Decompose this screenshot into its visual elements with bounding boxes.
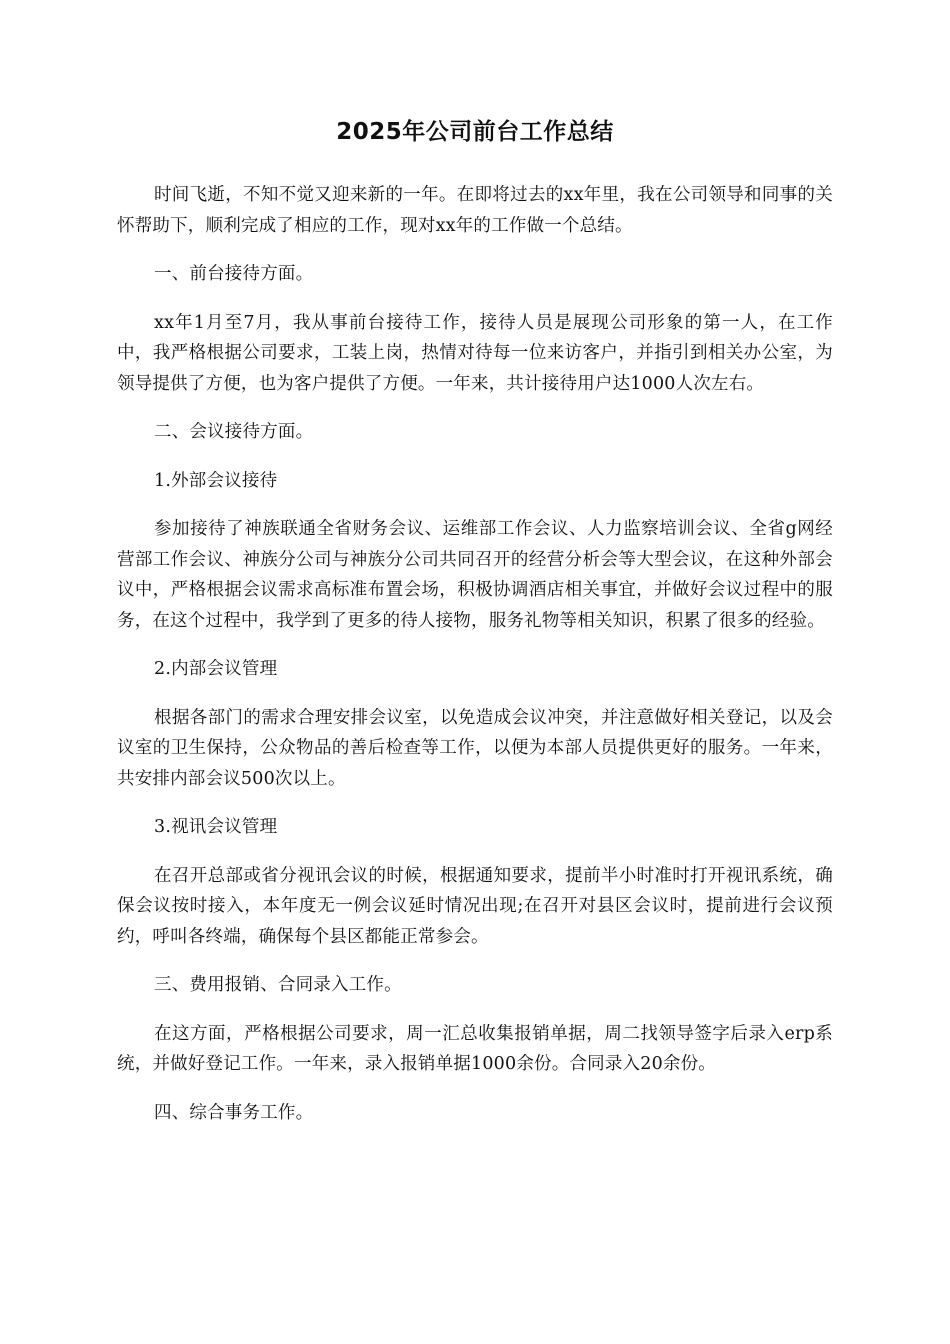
section-heading-reception: 一、前台接待方面。	[154, 264, 314, 284]
section-heading-expenses: 三、费用报销、合同录入工作。	[154, 975, 402, 995]
paragraph-expenses: 在这方面，严格根据公司要求，周一汇总收集报销单据，周二找领导签字后录入erp系统，并做好登记工作。一年来，录入报销单据1000余份。合同录入20余份。	[117, 1023, 833, 1074]
subheading-internal-meetings: 2.内部会议管理	[154, 659, 278, 679]
subheading-external-meetings: 1.外部会议接待	[154, 470, 278, 491]
document-body	[117, 180, 833, 1128]
section-heading-meetings: 二、会议接待方面。	[154, 422, 314, 442]
subheading-video-meetings: 3.视讯会议管理	[154, 817, 278, 837]
paragraph-reception: xx年1月至7月，我从事前台接待工作，接待人员是展现公司形象的第一人，在工作中，我严格根据公司要求，工装上岗，热情对待每一位来访客户，并指引到相关办公室，为领导提供了方便，也为客户提供了方便。一年来，共计接待用户达1000人次左右。	[117, 312, 833, 394]
paragraph-video-meetings: 在召开总部或省分视讯会议的时候，根据通知要求，提前半小时准时打开视讯系统，确保会议按时接入，本年度无一例会议延时情况出现;在召开对县区会议时，提前进行会议预约，呼叫各终端，确保每个县区都能正常参会。	[117, 865, 833, 947]
section-heading-general-affairs: 四、综合事务工作。	[154, 1102, 314, 1123]
paragraph-external-meetings: 参加接待了神族联通全省财务会议、运维部工作会议、人力监察培训会议、全省g网经营部工作会议、神族分公司与神族分公司共同召开的经营分析会等大型会议，在这种外部会议中，严格根据会议需求高标准布置会场，积极协调酒店相关事宜，并做好会议过程中的服务，在这个过程中，我学到了更多的待人接物，服务礼物等相关知识，积累了很多的经验。	[117, 519, 833, 631]
paragraph-internal-meetings: 根据各部门的需求合理安排会议室，以免造成会议冲突，并注意做好相关登记，以及会议室的卫生保持，公众物品的善后检查等工作，以便为本部人员提供更好的服务。一年来，共安排内部会议500次以上。	[117, 707, 833, 789]
paragraph-intro: 时间飞逝，不知不觉又迎来新的一年。在即将过去的xx年里，我在公司领导和同事的关怀帮助下，顺利完成了相应的工作，现对xx年的工作做一个总结。	[117, 185, 833, 236]
document-title: 2025年公司前台工作总结	[336, 119, 614, 145]
